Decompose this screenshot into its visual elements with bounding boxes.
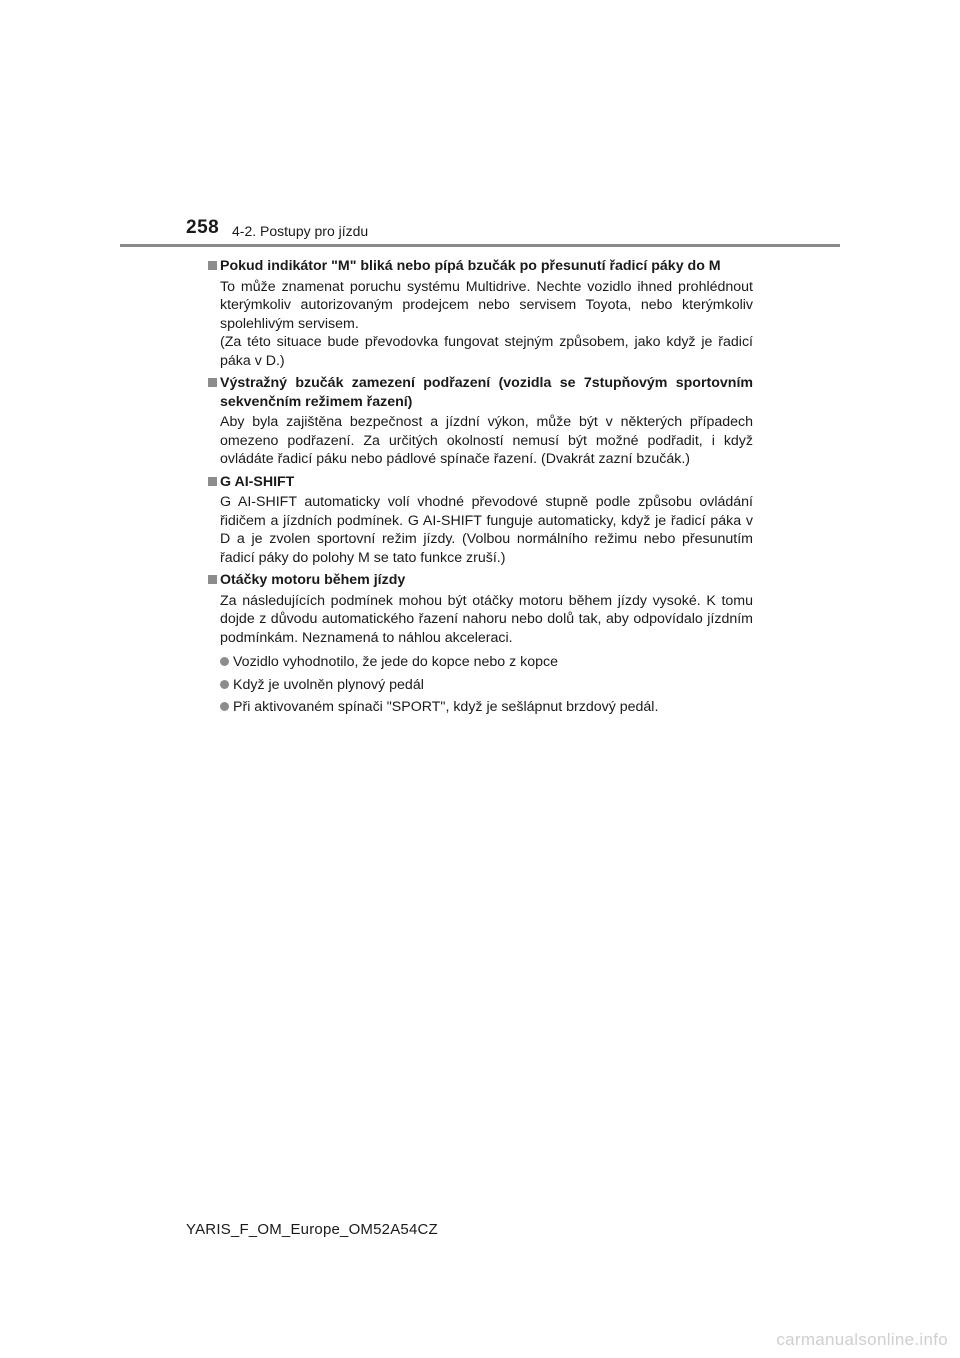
- item-heading: [208, 257, 753, 276]
- watermark: carmanualsonline.info: [776, 1330, 948, 1349]
- item-heading: [208, 571, 753, 590]
- list-item: [220, 676, 753, 695]
- square-bullet-icon: [208, 378, 217, 387]
- square-bullet-icon: [208, 477, 217, 486]
- item-paragraph: To může znamenat poruchu systému Multidrive. Nechte vozidlo ihned prohlédnout kterýmkoliv autorizovaným prodejcem nebo servisem Toyota, nebo kterýmkoliv spolehlivým servisem.: [220, 278, 753, 332]
- circle-bullet-icon: [220, 702, 229, 711]
- square-bullet-icon: [208, 575, 217, 584]
- list-item-text: Když je uvolněn plynový pedál: [233, 676, 424, 693]
- item-body: [220, 413, 753, 469]
- item-title: Pokud indikátor "M" bliká nebo pípá bzučák po přesunutí řadicí páky do M: [220, 258, 721, 274]
- header-divider: [120, 244, 840, 247]
- document-code: YARIS_F_OM_Europe_OM52A54CZ: [186, 1221, 438, 1238]
- square-bullet-icon: [208, 261, 217, 270]
- item-paragraph: G AI-SHIFT automaticky volí vhodné převodové stupně podle způsobu ovládání řidičem a jízdních podmínek. G AI-SHIFT funguje automaticky, když je řadicí páka v D a je zvolen sportovní režim jízdy. (Volbou normálního režimu nebo přesunutím řadicí páky do polohy M se tato funkce zruší.): [220, 494, 753, 566]
- item-body: [220, 592, 753, 648]
- bullet-list: [220, 653, 753, 717]
- item-title: G AI-SHIFT: [220, 473, 295, 490]
- content-item: [208, 473, 753, 568]
- list-item-text: Vozidlo vyhodnotilo, že jede do kopce nebo z kopce: [233, 654, 558, 670]
- page-header: [0, 0, 960, 250]
- item-heading: [208, 374, 753, 411]
- content-item: [208, 374, 753, 469]
- list-item: [220, 698, 753, 717]
- list-item-text: Při aktivovaném spínači "SPORT", když je sešlápnut brzdový pedál.: [233, 699, 659, 715]
- main-content: [208, 257, 753, 721]
- item-title: Výstražný bzučák zamezení podřazení (vozidla se 7stupňovým sportovním sekvenčním režimem řazení): [220, 375, 753, 410]
- content-item: [208, 571, 753, 717]
- section-title: 4-2. Postupy pro jízdu: [232, 223, 369, 239]
- circle-bullet-icon: [220, 680, 229, 689]
- item-paragraph: Za následujících podmínek mohou být otáčky motoru během jízdy vysoké. K tomu dojde z důvodu automatického řazení nahoru nebo dolů tak, aby odpovídalo jízdním podmínkám. Neznamená to náhlou akceleraci.: [220, 592, 753, 646]
- item-paragraph: Aby byla zajištěna bezpečnost a jízdní výkon, může být v některých případech omezeno podřazení. Za určitých okolností nemusí být možné podřadit, i když ovládáte řadicí páku nebo pádlové spínače řazení. (Dvakrát zazní bzučák.): [220, 414, 753, 467]
- item-title: Otáčky motoru během jízdy: [220, 572, 406, 588]
- item-body: [220, 493, 753, 567]
- circle-bullet-icon: [220, 657, 229, 666]
- content-item: [208, 257, 753, 370]
- page-number: 258: [186, 217, 220, 238]
- item-paragraph: (Za této situace bude převodovka fungovat stejným způsobem, jako když je řadicí páka v D.): [220, 334, 753, 369]
- item-body: [220, 278, 753, 371]
- item-heading: [208, 473, 753, 492]
- list-item: [220, 653, 753, 672]
